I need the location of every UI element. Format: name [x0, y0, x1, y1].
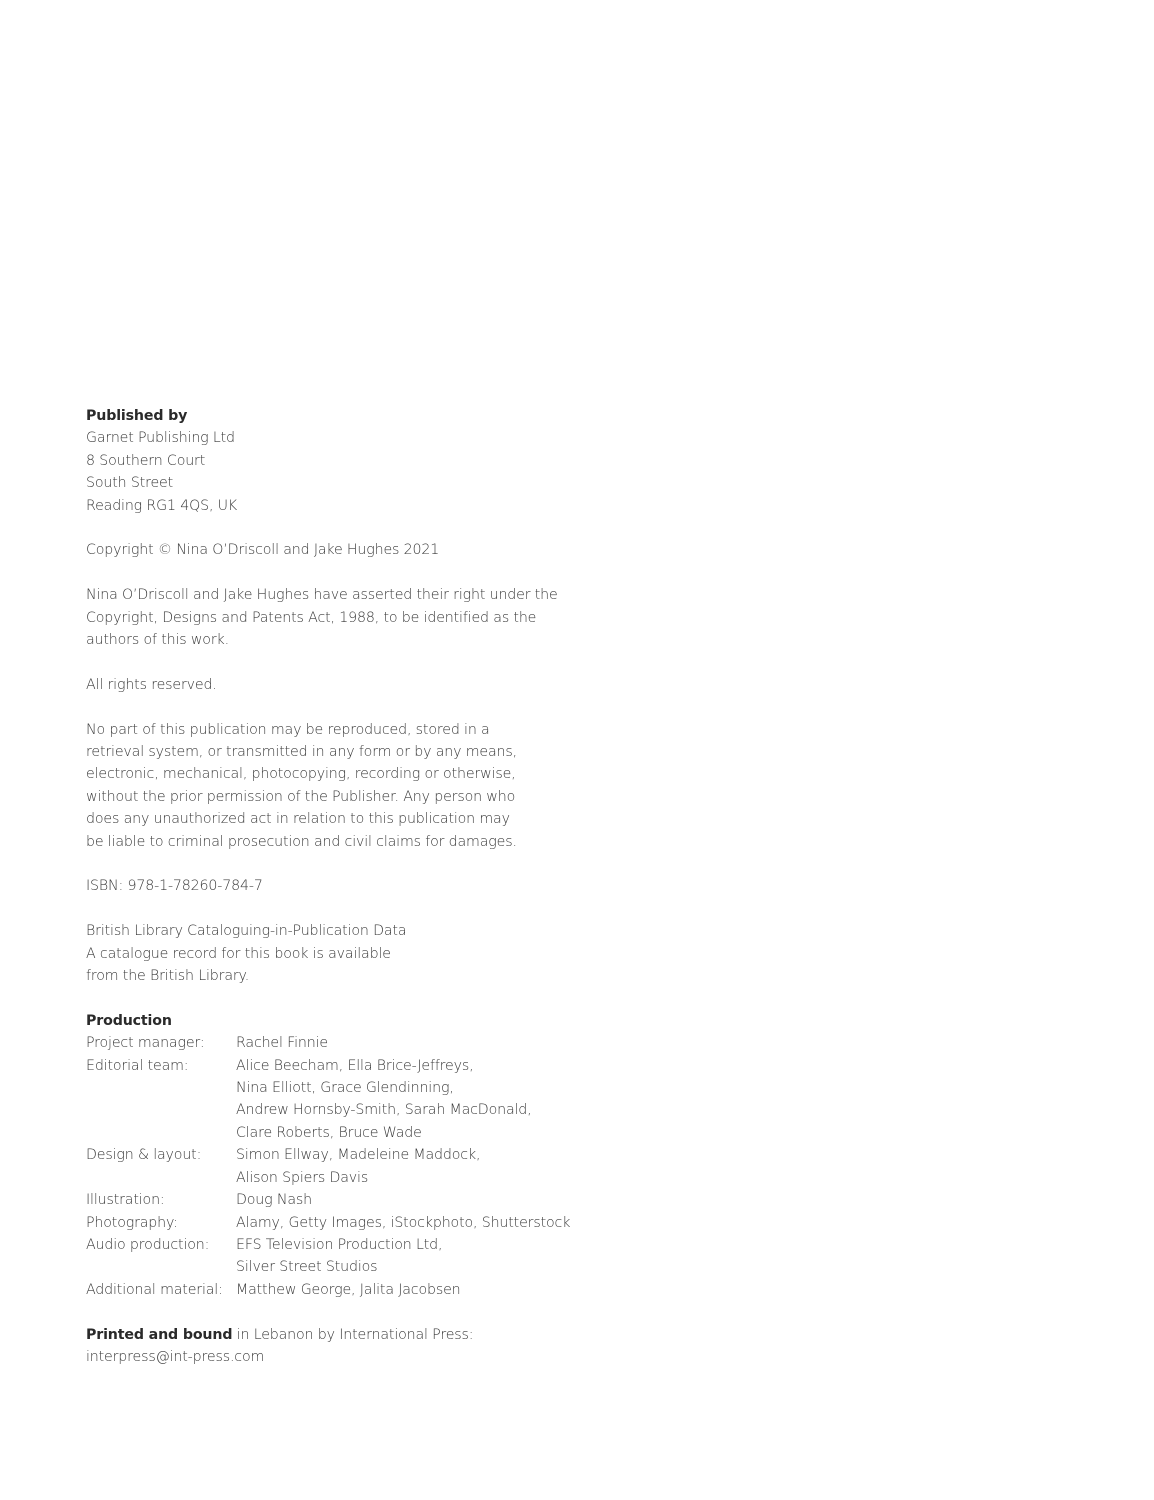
rights-reserved-text: All rights reserved. — [86, 676, 217, 693]
credit-value: Matthew George, Jalita Jacobsen — [236, 1281, 461, 1298]
credit-row-project-manager — [86, 1032, 570, 1054]
reproduction-notice-line: be liable to criminal prosecution and civil claims for damages. — [86, 833, 517, 850]
reproduction-notice-line: No part of this publication may be reproduced, stored in a — [86, 721, 490, 738]
cataloguing-line: A catalogue record for this book is available — [86, 945, 391, 962]
publisher-address-line: Reading RG1 4QS, UK — [86, 497, 238, 514]
credit-value: Nina Elliott, Grace Glendinning, — [236, 1080, 454, 1097]
credit-values — [236, 1032, 570, 1054]
credit-value: Alice Beecham, Ella Brice-Jeffreys, — [236, 1057, 474, 1074]
publisher-block — [86, 405, 626, 517]
production-heading: Production — [86, 1012, 172, 1029]
credit-label: Additional material: — [86, 1281, 223, 1298]
credit-value: Alamy, Getty Images, iStockphoto, Shutterstock — [236, 1214, 571, 1231]
printing-lead: Printed and bound — [86, 1326, 233, 1343]
moral-rights-block — [86, 584, 626, 651]
credit-values — [236, 1212, 570, 1234]
credit-row-additional-material — [86, 1279, 570, 1301]
credit-row-photography — [86, 1212, 570, 1234]
printer-email-link[interactable]: interpress@int-press.com — [86, 1348, 265, 1365]
credit-value: Andrew Hornsby-Smith, Sarah MacDonald, — [236, 1102, 532, 1119]
credit-label: Project manager: — [86, 1035, 205, 1052]
publisher-address-line: South Street — [86, 475, 174, 492]
credit-label: Editorial team: — [86, 1057, 189, 1074]
cataloguing-line: from the British Library. — [86, 968, 250, 985]
moral-rights-line: authors of this work. — [86, 632, 229, 649]
reproduction-notice-line: without the prior permission of the Publisher. Any person who — [86, 788, 516, 805]
cataloguing-block — [86, 920, 626, 987]
publisher-address-line: 8 Southern Court — [86, 452, 206, 469]
credit-values — [236, 1234, 570, 1279]
credit-values — [236, 1189, 570, 1211]
credit-row-editorial-team — [86, 1055, 570, 1145]
printing-line — [86, 1324, 626, 1346]
credit-values — [236, 1144, 570, 1189]
credit-values — [236, 1055, 570, 1145]
credit-value: Rachel Finnie — [236, 1035, 328, 1052]
cataloguing-line: British Library Cataloguing-in-Publication Data — [86, 923, 407, 940]
credit-row-illustration — [86, 1189, 570, 1211]
credit-values — [236, 1279, 570, 1301]
credit-value: EFS Television Production Ltd, — [236, 1236, 443, 1253]
copyright-page — [86, 405, 626, 1391]
isbn-block — [86, 875, 626, 897]
credit-row-design-layout — [86, 1144, 570, 1189]
credit-value: Simon Ellway, Madeleine Maddock, — [236, 1147, 481, 1164]
reproduction-notice-block — [86, 719, 626, 853]
reproduction-notice-line: electronic, mechanical, photocopying, recording or otherwise, — [86, 766, 516, 783]
isbn: ISBN: 978-1-78260-784-7 — [86, 878, 263, 895]
credit-row-audio-production — [86, 1234, 570, 1279]
credit-value: Silver Street Studios — [236, 1259, 378, 1276]
reproduction-notice-line: does any unauthorized act in relation to this publication may — [86, 811, 510, 828]
credit-label: Photography: — [86, 1214, 178, 1231]
printing-block — [86, 1324, 626, 1369]
moral-rights-line: Nina O’Driscoll and Jake Hughes have asserted their right under the — [86, 587, 558, 604]
credit-value: Clare Roberts, Bruce Wade — [236, 1124, 422, 1141]
production-block — [86, 1010, 626, 1301]
credit-value: Alison Spiers Davis — [236, 1169, 369, 1186]
reproduction-notice-line: retrieval system, or transmitted in any form or by any means, — [86, 744, 517, 761]
production-credits — [86, 1032, 570, 1301]
publisher-heading: Published by — [86, 408, 188, 424]
credit-value: Doug Nash — [236, 1192, 312, 1209]
printing-location: in Lebanon by International Press: — [232, 1326, 474, 1343]
copyright-notice: Copyright © Nina O’Driscoll and Jake Hughes 2021 — [86, 542, 440, 559]
copyright-block — [86, 539, 626, 561]
rights-reserved-block — [86, 674, 626, 696]
credit-label: Illustration: — [86, 1192, 165, 1209]
credit-label: Design & layout: — [86, 1147, 202, 1164]
publisher-name: Garnet Publishing Ltd — [86, 430, 235, 447]
credit-label: Audio production: — [86, 1236, 210, 1253]
moral-rights-line: Copyright, Designs and Patents Act, 1988, to be identified as the — [86, 609, 537, 626]
